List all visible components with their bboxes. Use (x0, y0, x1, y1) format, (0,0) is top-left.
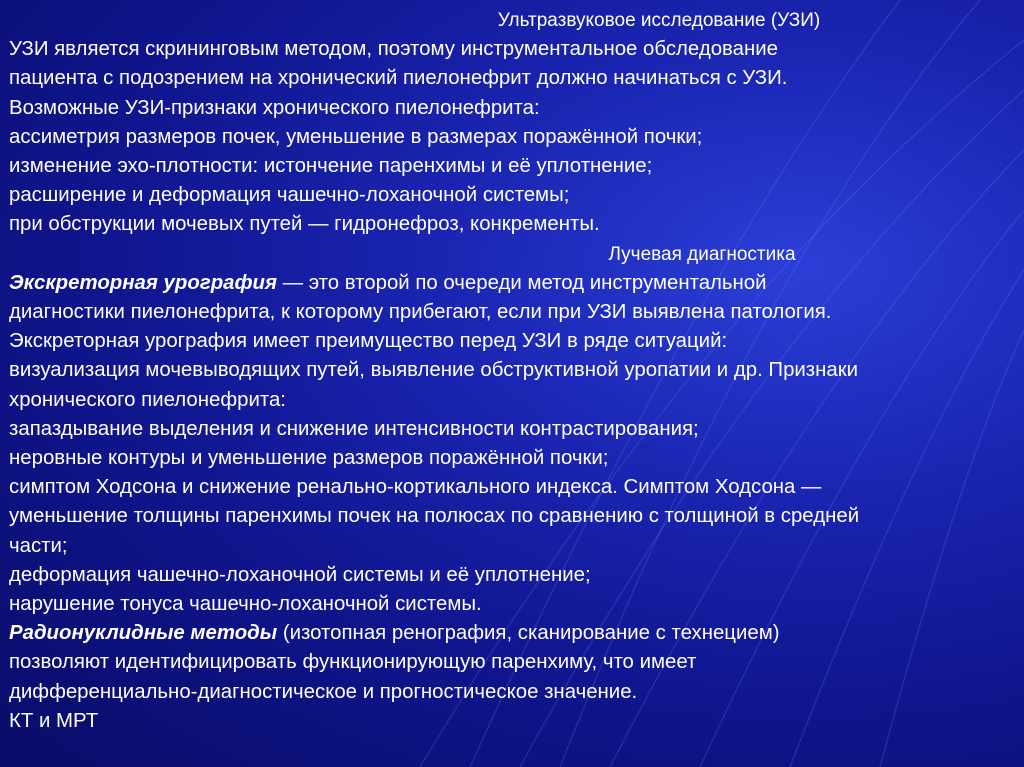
text-line: деформация чашечно-лоханочной системы и её уплотнение; (9, 563, 591, 586)
text-line: неровные контуры и уменьшение размеров поражённой почки; (9, 447, 609, 470)
text-line: дифференциально-диагностическое и прогностическое значение. (9, 680, 638, 703)
text-line: пациента с подозрением на хронический пиелонефрит должно начинаться с УЗИ. (9, 67, 788, 90)
text-line: расширение и деформация чашечно-лоханочной системы; (9, 184, 570, 207)
text-line: симптом Ходсона и снижение ренально-кортикального индекса. Симптом Ходсона — (9, 476, 822, 499)
radionuclide-intro (9, 619, 1019, 648)
text-line: изменение эхо-плотности: истончение паренхимы и её уплотнение; (9, 155, 653, 178)
excretory-urography-intro (9, 269, 1019, 298)
slide-content (9, 6, 1019, 736)
excretory-urography-intro-rest: — это второй по очереди метод инструментальной (277, 271, 767, 294)
text-line: нарушение тонуса чашечно-лоханочной системы. (9, 593, 482, 616)
text-line: УЗИ является скрининговым методом, поэтому инструментальное обследование (9, 38, 778, 61)
text-line: позволяют идентифицировать функционирующую паренхиму, что имеет (9, 651, 697, 674)
section-heading-radiology: Лучевая диагностика (608, 243, 796, 265)
radionuclide-term: Радионуклидные методы (9, 622, 278, 645)
text-line: хронического пиелонефрита: (9, 388, 286, 411)
text-line: визуализация мочевыводящих путей, выявление обструктивной уропатии и др. Признаки (9, 359, 859, 382)
excretory-urography-term: Экскреторная урография (9, 271, 277, 294)
text-line: диагностики пиелонефрита, к которому прибегают, если при УЗИ выявлена патология. (9, 301, 832, 324)
text-line: Возможные УЗИ-признаки хронического пиелонефрита: (9, 96, 540, 119)
text-line: при обструкции мочевых путей — гидронефроз, конкременты. (9, 213, 600, 236)
text-line: запаздывание выделения и снижение интенсивности контрастирования; (9, 417, 699, 440)
ct-mri-line: КТ и МРТ (9, 709, 99, 732)
text-line: части; (9, 534, 68, 557)
text-line: ассиметрия размеров почек, уменьшение в размерах поражённой почки; (9, 125, 703, 148)
text-line: уменьшение толщины паренхимы почек на полюсах по сравнению с толщиной в средней (9, 505, 860, 528)
section-heading-ultrasound: Ультразвуковое исследование (УЗИ) (497, 10, 821, 31)
radionuclide-intro-rest: (изотопная ренография, сканирование с технецием) (277, 622, 780, 645)
text-line: Экскреторная урография имеет преимущество перед УЗИ в ряде ситуаций: (9, 330, 728, 353)
